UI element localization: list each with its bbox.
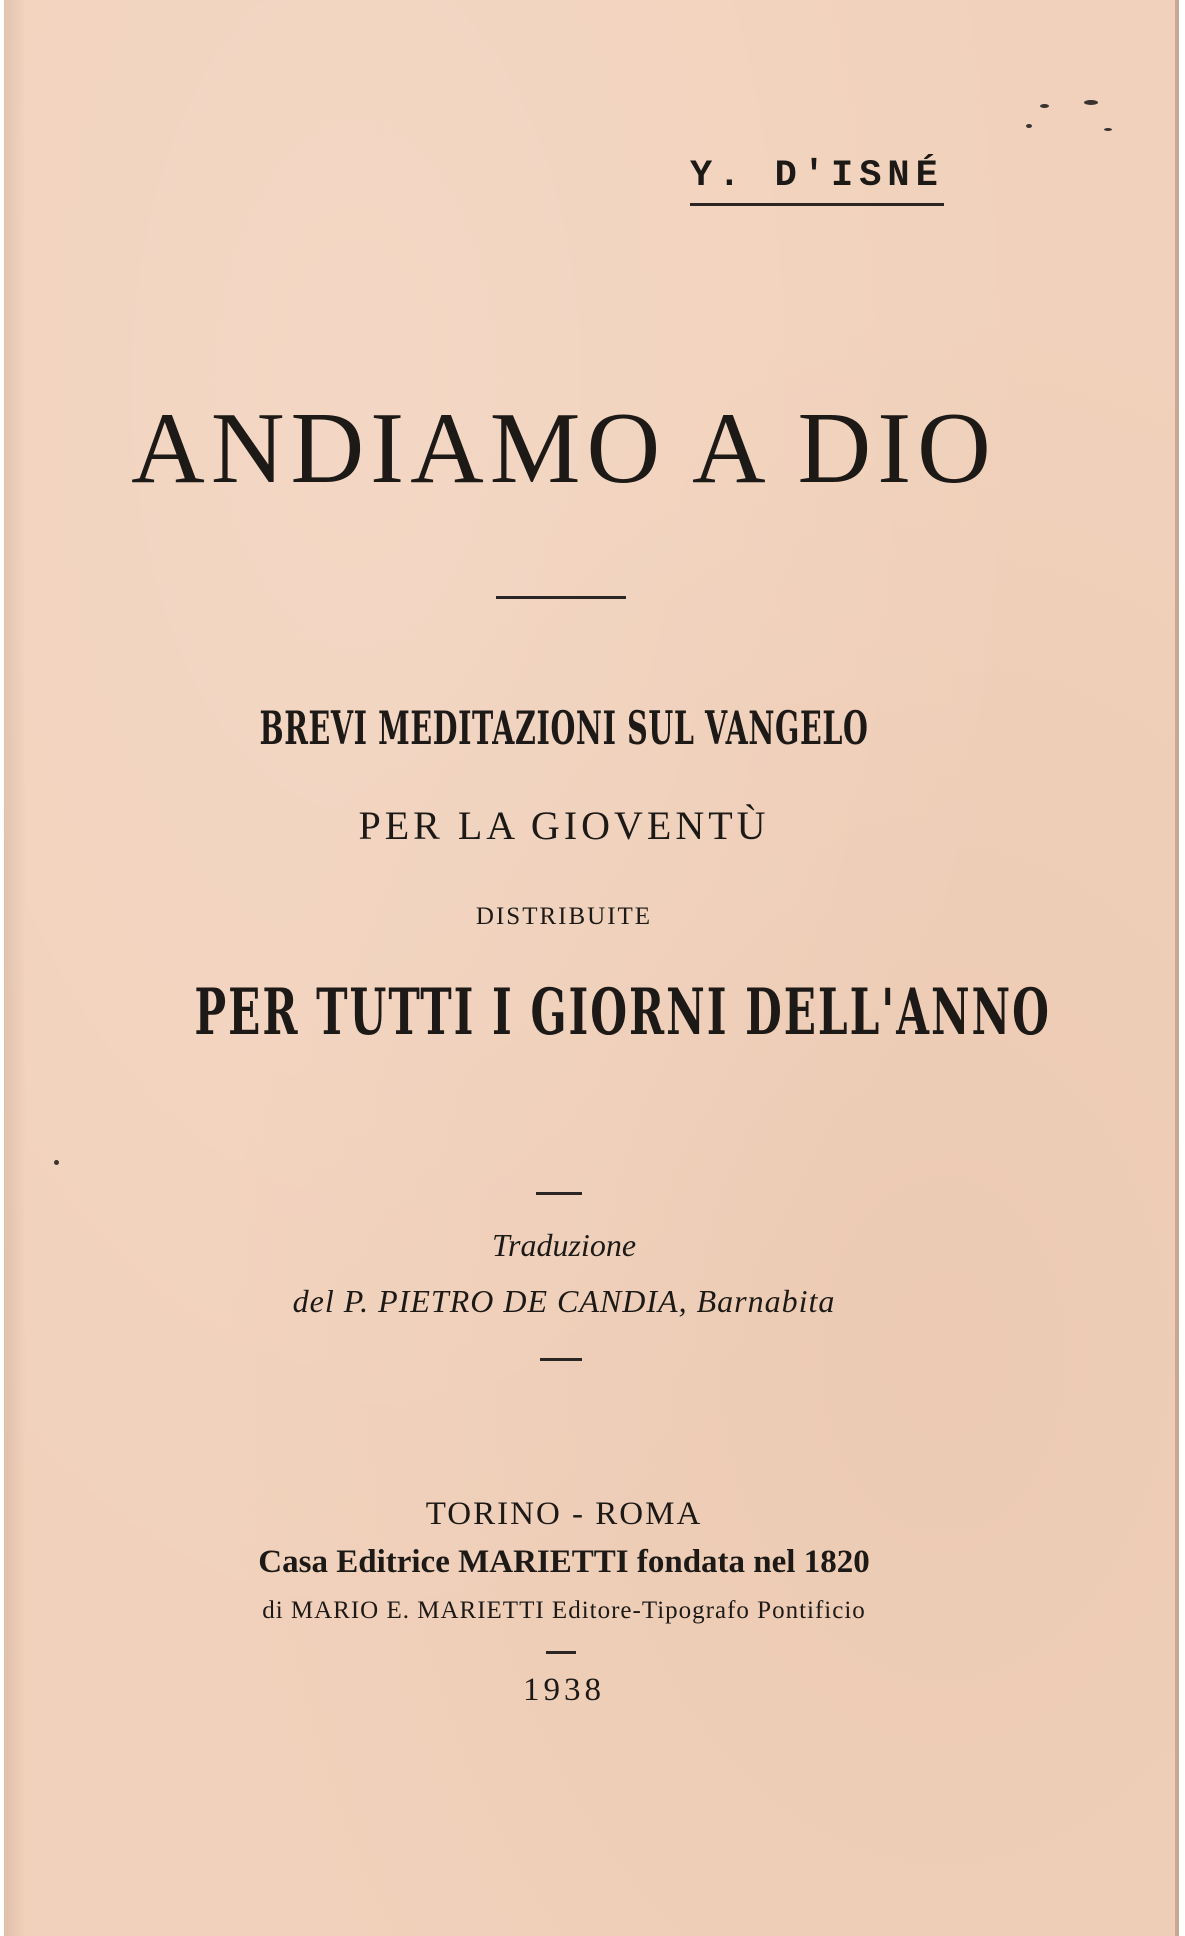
ink-speck (54, 1160, 59, 1165)
ink-speck (1026, 124, 1032, 128)
publication-year: 1938 (523, 1672, 605, 1708)
title-divider (496, 596, 626, 599)
author-name: Y. D'ISNÉ (690, 155, 944, 206)
publisher-cities: TORINO - ROMA (425, 1496, 703, 1532)
subtitle-line-4: PER TUTTI I GIORNI DELL'ANNO (194, 975, 1051, 1050)
publisher-house: Casa Editrice MARIETTI fondata nel 1820 (258, 1544, 870, 1580)
ink-speck (1040, 104, 1049, 108)
short-divider (536, 1192, 582, 1195)
short-divider (546, 1651, 576, 1654)
ink-speck (1084, 100, 1098, 105)
title-page (4, 0, 1179, 1936)
ink-speck (1104, 128, 1112, 131)
subtitle-line-3: DISTRIBUITE (475, 903, 653, 930)
short-divider (540, 1358, 582, 1361)
translator-credit: del P. PIETRO DE CANDIA, Barnabita (292, 1283, 836, 1319)
publisher-printer: di MARIO E. MARIETTI Editore-Tipografo Pontificio (262, 1597, 866, 1624)
subtitle-line-2: PER LA GIOVENTÙ (358, 803, 770, 848)
book-title: ANDIAMO A DIO (131, 392, 997, 505)
translation-label: Traduzione (491, 1227, 637, 1263)
subtitle-line-1: BREVI MEDITAZIONI SUL VANGELO (259, 701, 869, 755)
